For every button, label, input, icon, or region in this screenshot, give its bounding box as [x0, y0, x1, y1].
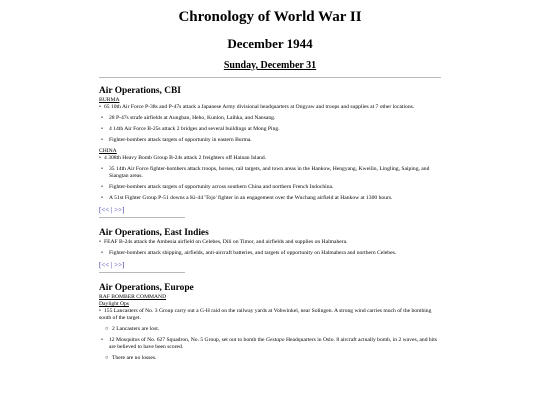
nav-separator: |: [110, 206, 113, 214]
section-title: Air Operations, Europe: [99, 283, 194, 293]
nav-separator: |: [110, 261, 113, 269]
command-label: RAF BOMBER COMMAND: [99, 294, 167, 300]
section-divider: [99, 272, 185, 273]
bullet-icon: •: [101, 184, 103, 190]
day-heading: Sunday, December 31: [223, 60, 317, 71]
section-cbi: [99, 86, 441, 218]
section-east-indies: [99, 228, 441, 273]
month-heading: December 1944: [227, 36, 313, 51]
list-item: • 35 14th Air Force fighter-bombers attack troops, horses, rail targets, and town areas in the Hankow, Hengyang, Kweilin, Lingling, Saiping, and Siangtan areas.: [101, 166, 430, 179]
page-title: Chronology of World War II: [178, 9, 362, 25]
header-divider: [99, 77, 441, 78]
section-europe: [99, 283, 441, 362]
sub-list-item: ○ There are no losses.: [105, 355, 157, 361]
list-item: • A 51st Fighter Group P-51 downs a Ki-44 'Tojo' fighter in an engagement over the Wuchang airfield at Hankow at 1300 hours.: [101, 195, 393, 201]
list-item: • 155 Lancasters of No. 3 Group carry out a G-H raid on the railway yards at Vohwinkel, near Solingen. A strong wind carries much of the bombing south of the target.: [99, 308, 432, 321]
circle-bullet-icon: ○: [105, 326, 109, 332]
bullet-icon: •: [101, 166, 103, 172]
prev-link[interactable]: [<<: [99, 261, 110, 269]
next-link[interactable]: >>]: [114, 261, 125, 269]
bullet-icon: •: [99, 155, 101, 161]
list-item: • Fighter-bombers attack targets of opportunity across southern China and northern French Indochina.: [101, 184, 334, 190]
region-label-china: CHINA: [99, 148, 117, 154]
bullet-icon: •: [99, 104, 101, 110]
bullet-icon: •: [99, 308, 101, 314]
list-item: • 12 Mosquitos of No. 627 Squadron, No. 5 Group, set out to bomb the Gestapo Headquarters in Oslo. 8 aircraft actually bomb, in 2 waves, and hits are believed to have been scored.: [101, 337, 437, 350]
bullet-icon: •: [101, 195, 103, 201]
list-item: • Fighter-bombers attack targets of opportunity in eastern Burma.: [101, 137, 252, 143]
list-item: • 65 10th Air Force P-38s and P-47s attack a Japanese Army divisional headquarters at Ongyaw and troops and supplies at 7 other locations.: [99, 104, 415, 110]
section-divider: [99, 217, 185, 218]
bullet-icon: •: [101, 115, 103, 121]
region-label-burma: BURMA: [99, 97, 120, 103]
next-link[interactable]: >>]: [114, 206, 125, 214]
bullet-icon: •: [101, 250, 103, 256]
section-nav: [99, 261, 441, 270]
list-item: • 4 308th Heavy Bomb Group B-24s attack 2 freighters off Hainan Island.: [99, 155, 267, 161]
bullet-icon: •: [101, 126, 103, 132]
prev-link[interactable]: [<<: [99, 206, 110, 214]
list-item: • 4 14th Air Force B-25s attack 2 bridges and several buildings at Mong Ping.: [101, 126, 280, 132]
bullet-icon: •: [101, 137, 103, 143]
circle-bullet-icon: ○: [105, 355, 109, 361]
sub-list-item: ○ 2 Lancasters are lost.: [105, 326, 160, 332]
bullet-icon: •: [101, 337, 103, 343]
ops-label: Daylight Ops: [99, 301, 129, 307]
list-item: • FEAF B-24s attack the Ambesia airfield on Celebes, Dili on Timor, and airfields and supplies on Halmahera.: [99, 239, 348, 245]
section-nav: [99, 206, 441, 215]
list-item: • Fighter-bombers attack shipping, airfields, anti-aircraft batteries, and targets of opportunity on Halmahera and northern Celebes.: [101, 250, 397, 256]
main-content: [99, 86, 441, 366]
section-title: Air Operations, East Indies: [99, 228, 209, 238]
section-title: Air Operations, CBI: [99, 86, 181, 96]
list-item: • 28 P-47s strafe airfields at Aungban, Heho, Kunlon, Laihka, and Nansang.: [101, 115, 276, 121]
bullet-icon: •: [99, 239, 101, 245]
